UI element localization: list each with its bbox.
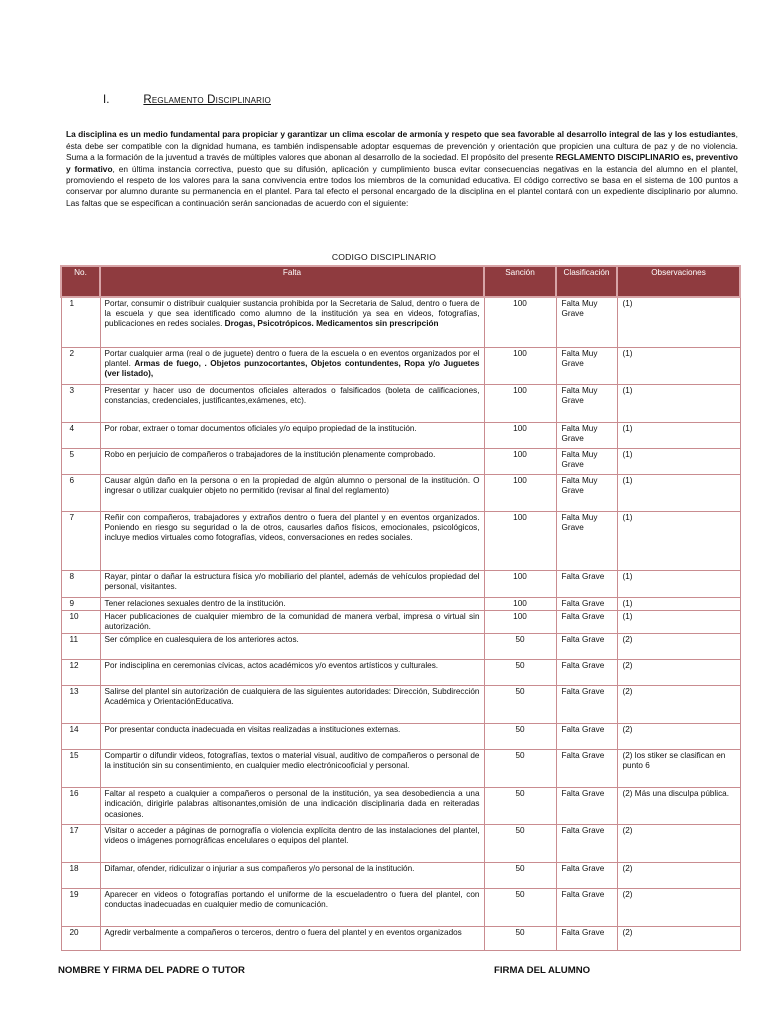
row-observaciones: (2) <box>617 863 740 889</box>
row-clasificacion: Falta Grave <box>556 889 617 927</box>
row-number: 18 <box>61 863 100 889</box>
row-falta <box>100 597 484 610</box>
row-falta <box>100 889 484 927</box>
table-row <box>61 825 740 863</box>
falta-text-run: Reñir con compañeros, trabajadores y extraños dentro o fuera del plantel y en eventos organizados. Poniendo en riesgo su seguridad o la de otros, causarles daños físicos, emocionales, psicológicos, incluye medios virtuales como fotografías, videos, conversaciones en redes sociales. <box>104 512 480 542</box>
row-clasificacion: Falta Grave <box>556 660 617 686</box>
parent-signature-label: NOMBRE Y FIRMA DEL PADRE O TUTOR <box>58 965 245 976</box>
falta-text-run: Causar algún daño en la persona o en la propiedad de algún alumno o personal de la institución. O ingresar o utilizar cualquier objeto no permitido (revisar al final del reglamento) <box>104 475 480 495</box>
row-observaciones: (2) <box>617 825 740 863</box>
table-row <box>61 610 740 633</box>
row-clasificacion: Falta Grave <box>556 634 617 660</box>
table-row <box>61 297 740 347</box>
falta-text-run: Por presentar conducta inadecuada en visitas realizadas a instituciones externas. <box>104 725 401 735</box>
row-falta <box>100 634 484 660</box>
falta-text-run: Portar, consumir o distribuir cualquier sustancia prohibida por la Secretaria de Salud, dentro o fuera de la escuela y que sea identificado como alumno de la institución ya sea en videos, fotografías, publicaciones en redes sociales. <box>104 299 480 329</box>
student-signature-label: FIRMA DEL ALUMNO <box>494 965 591 976</box>
row-sancion: 100 <box>484 570 556 597</box>
row-observaciones: (1) <box>617 448 740 474</box>
row-falta <box>100 570 484 597</box>
row-sancion: 50 <box>484 889 556 927</box>
row-sancion: 100 <box>484 448 556 474</box>
table-row <box>61 660 740 686</box>
row-number: 6 <box>61 474 100 511</box>
row-sancion: 50 <box>484 660 556 686</box>
row-number: 11 <box>61 634 100 660</box>
table-row <box>61 788 740 825</box>
falta-text-run: Rayar, pintar o dañar la estructura física y/o mobiliario del plantel, además de vehículos propiedad del personal, visitantes. <box>104 571 480 591</box>
row-falta <box>100 724 484 750</box>
intro-text-run: , ésta debe ser compatible con la dignidad humana, es también indispensable adoptar esquemas de prevención y orientación que propicien una cultura de paz y de no violencia. Suma a la formación de la juventud a través de múltiples valores que abonan al desarrollo de la sociedad. El propósito del presente <box>66 129 738 163</box>
row-number: 19 <box>61 889 100 927</box>
column-header-clasificacion: Clasificación <box>556 266 617 297</box>
row-clasificacion: Falta Muy Grave <box>556 422 617 448</box>
table-row <box>61 634 740 660</box>
falta-text-run: Armas de fuego, . Objetos punzocortantes, Objetos contundentes, Ropa y/o Juguetes (ver listado), <box>104 358 480 378</box>
row-number: 7 <box>61 511 100 570</box>
column-header-falta: Falta <box>100 266 484 297</box>
row-clasificacion: Falta Muy Grave <box>556 448 617 474</box>
row-observaciones: (1) <box>617 511 740 570</box>
row-sancion: 100 <box>484 597 556 610</box>
row-falta <box>100 448 484 474</box>
row-number: 17 <box>61 825 100 863</box>
table-row <box>61 927 740 951</box>
disciplinary-code-table <box>60 265 741 951</box>
table-row <box>61 750 740 788</box>
falta-text-run: Por robar, extraer o tomar documentos oficiales y/o equipo propiedad de la institución. <box>104 423 417 433</box>
intro-paragraph <box>66 129 738 209</box>
falta-text-run: Salirse del plantel sin autorización de cualquiera de las siguientes autoridades: Dirección, Subdirección Académica y OrientaciónEducativa. <box>104 687 480 707</box>
row-number: 14 <box>61 724 100 750</box>
row-falta <box>100 384 484 422</box>
row-observaciones: (1) <box>617 347 740 384</box>
table-row <box>61 384 740 422</box>
row-observaciones: (2) <box>617 724 740 750</box>
section-number: I. <box>103 94 110 106</box>
row-falta <box>100 863 484 889</box>
section-heading <box>103 94 271 106</box>
row-sancion: 50 <box>484 750 556 788</box>
row-sancion: 100 <box>484 610 556 633</box>
row-falta <box>100 686 484 724</box>
falta-text-run: Hacer publicaciones de cualquier miembro de la comunidad de manera verbal, impresa o virtual sin autorización. <box>104 611 480 631</box>
row-number: 9 <box>61 597 100 610</box>
row-number: 5 <box>61 448 100 474</box>
table-row <box>61 511 740 570</box>
table-header-row <box>61 266 740 297</box>
falta-text-run: Difamar, ofender, ridiculizar o injuriar a sus compañeros y/o personal de la institución. <box>104 864 415 874</box>
row-observaciones: (1) <box>617 570 740 597</box>
row-falta <box>100 347 484 384</box>
table-row <box>61 448 740 474</box>
row-falta <box>100 750 484 788</box>
row-number: 1 <box>61 297 100 347</box>
table-title: CODIGO DISCIPLINARIO <box>331 252 437 262</box>
row-observaciones: (2) <box>617 634 740 660</box>
intro-text-run: REGLAMENTO DISCIPLINARIO es, preventivo y formativo <box>66 152 739 174</box>
column-header-no: No. <box>61 266 100 297</box>
row-observaciones: (1) <box>617 597 740 610</box>
row-clasificacion: Falta Grave <box>556 597 617 610</box>
table-row <box>61 422 740 448</box>
row-sancion: 50 <box>484 863 556 889</box>
row-number: 16 <box>61 788 100 825</box>
row-sancion: 100 <box>484 347 556 384</box>
row-clasificacion: Falta Muy Grave <box>556 297 617 347</box>
falta-text-run: Compartir o difundir videos, fotografías, textos o material visual, auditivo de compañeros o personal de la institución sin su consentimiento, en cualquier medio electrónicooficial y personal. <box>104 751 480 771</box>
row-observaciones: (1) <box>617 384 740 422</box>
falta-text-run: Drogas, Psicotrópicos. Medicamentos sin prescripción <box>224 319 439 329</box>
row-falta <box>100 511 484 570</box>
row-clasificacion: Falta Grave <box>556 927 617 951</box>
row-number: 4 <box>61 422 100 448</box>
row-number: 8 <box>61 570 100 597</box>
row-observaciones: (2) Más una disculpa pública. <box>617 788 740 825</box>
row-observaciones: (2) <box>617 660 740 686</box>
row-falta <box>100 422 484 448</box>
row-sancion: 100 <box>484 297 556 347</box>
intro-text-run: La disciplina es un medio fundamental para propiciar y garantizar un clima escolar de armonía y respeto que sea favorable al desarrollo integral de las y los estudiantes <box>66 129 736 140</box>
row-number: 20 <box>61 927 100 951</box>
row-number: 12 <box>61 660 100 686</box>
row-clasificacion: Falta Grave <box>556 610 617 633</box>
row-falta <box>100 474 484 511</box>
row-falta <box>100 297 484 347</box>
column-header-observaciones: Observaciones <box>617 266 740 297</box>
row-observaciones: (1) <box>617 474 740 511</box>
falta-text-run: Tener relaciones sexuales dentro de la institución. <box>104 598 286 608</box>
row-number: 13 <box>61 686 100 724</box>
row-clasificacion: Falta Grave <box>556 686 617 724</box>
row-falta <box>100 788 484 825</box>
falta-text-run: Robo en perjuicio de compañeros o trabajadores de la institución plenamente comprobado. <box>104 449 436 459</box>
row-clasificacion: Falta Muy Grave <box>556 474 617 511</box>
section-title: Reglamento Disciplinario <box>143 94 271 106</box>
falta-text-run: Aparecer en videos o fotografías portando el uniforme de la escueladentro o fuera del plantel, con conductas inadecuadas en cualquier medio de comunicación. <box>104 890 480 910</box>
falta-text-run: Por indisciplina en ceremonias cívicas, actos académicos y/o eventos artísticos y culturales. <box>104 661 439 671</box>
row-sancion: 50 <box>484 927 556 951</box>
row-sancion: 50 <box>484 634 556 660</box>
row-sancion: 100 <box>484 384 556 422</box>
row-sancion: 50 <box>484 825 556 863</box>
row-clasificacion: Falta Grave <box>556 863 617 889</box>
row-clasificacion: Falta Muy Grave <box>556 511 617 570</box>
row-clasificacion: Falta Grave <box>556 570 617 597</box>
falta-text-run: Presentar y hacer uso de documentos oficiales alterados o falsificados (boleta de calificaciones, constancias, credenciales, justificantes,exámenes, etc). <box>104 385 480 405</box>
row-number: 10 <box>61 610 100 633</box>
table-row <box>61 724 740 750</box>
row-observaciones: (2) <box>617 927 740 951</box>
row-observaciones: (2) <box>617 686 740 724</box>
row-observaciones: (1) <box>617 297 740 347</box>
table-row <box>61 570 740 597</box>
falta-text-run: Visitar o acceder a páginas de pornografía o violencia explícita dentro de las instalaciones del plantel, videos o imágenes pornográficas encelulares o equipos del plantel. <box>104 826 480 846</box>
falta-text-run: Agredir verbalmente a compañeros o terceros, dentro o fuera del plantel y en eventos organizados <box>104 928 462 938</box>
row-falta <box>100 660 484 686</box>
row-clasificacion: Falta Grave <box>556 724 617 750</box>
row-sancion: 50 <box>484 724 556 750</box>
row-sancion: 100 <box>484 511 556 570</box>
row-clasificacion: Falta Grave <box>556 750 617 788</box>
row-clasificacion: Falta Grave <box>556 788 617 825</box>
table-row <box>61 347 740 384</box>
row-falta <box>100 825 484 863</box>
row-number: 3 <box>61 384 100 422</box>
table-row <box>61 474 740 511</box>
row-observaciones: (1) <box>617 422 740 448</box>
row-observaciones: (1) <box>617 610 740 633</box>
table-row <box>61 889 740 927</box>
table-row <box>61 863 740 889</box>
row-number: 15 <box>61 750 100 788</box>
row-falta <box>100 610 484 633</box>
falta-text-run: Portar cualquier arma (real o de juguete) dentro o fuera de la escuela o en eventos organizados por el plantel. <box>104 348 480 368</box>
column-header-sancion: Sanción <box>484 266 556 297</box>
row-observaciones: (2) <box>617 889 740 927</box>
falta-text-run: Faltar al respeto a cualquier a compañeros o personal de la institución, ya sea desobediencia a una indicación, dirigirle palabras altisonantes,omisión de una indicación disciplinaria dada en reiteradas ocasiones. <box>104 789 480 819</box>
row-clasificacion: Falta Grave <box>556 825 617 863</box>
row-clasificacion: Falta Muy Grave <box>556 384 617 422</box>
falta-text-run: Ser cómplice en cualesquiera de los anteriores actos. <box>104 635 299 645</box>
row-falta <box>100 927 484 951</box>
row-number: 2 <box>61 347 100 384</box>
row-sancion: 50 <box>484 686 556 724</box>
row-clasificacion: Falta Muy Grave <box>556 347 617 384</box>
table-row <box>61 686 740 724</box>
intro-text-run: , en última instancia correctiva, puesto que su difusión, aplicación y cumplimiento busca evitar consecuencias negativas en la estancia del alumno en el plantel, promoviendo el respeto de los valores para la sana convivencia entre todos los miembros de la comunidad educativa. El código correctivo se basa en el sistema de 100 puntos a conservar por alumno durante su permanencia en el plantel. Para tal efecto el personal encargado de la disciplina en el plantel contará con un expediente disciplinario por alumno. Las faltas que se especifican a continuación serán sancionadas de acuerdo con el siguiente: <box>66 163 738 208</box>
row-sancion: 50 <box>484 788 556 825</box>
row-observaciones: (2) los stiker se clasifican en punto 6 <box>617 750 740 788</box>
row-sancion: 100 <box>484 474 556 511</box>
row-sancion: 100 <box>484 422 556 448</box>
table-row <box>61 597 740 610</box>
